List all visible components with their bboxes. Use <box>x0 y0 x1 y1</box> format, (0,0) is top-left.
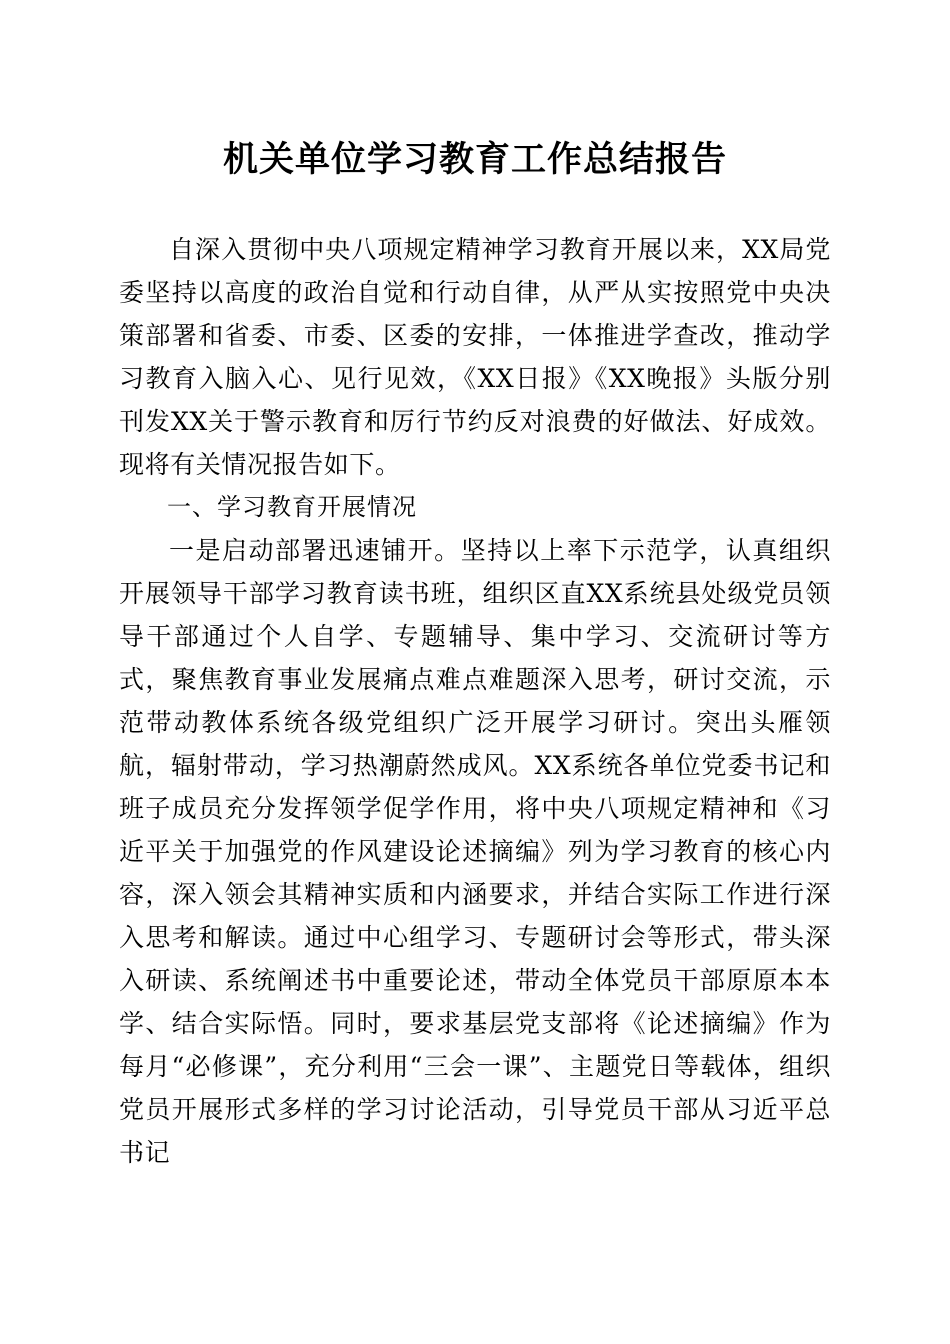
section-body-text: 坚持以上率下示范学，认真组织开展领导干部学习教育读书班，组织区直XX系统县处级党员领导干部通过个人自学、专题辅导、集中学习、交流研讨等方式，聚焦教育事业发展痛点难点难题深入思考，研讨交流，示范带动教体系统各级党组织广泛开展学习研讨。突出头雁领航，辐射带动，学习热潮蔚然成风。XX系统各单位党委书记和班子成员充分发挥领学促学作用，将中央八项规定精神和《习近平关于加强党的作风建设论述摘编》列为学习教育的核心内容，深入领会其精神实质和内涵要求，并结合实际工作进行深入思考和解读。通过中心组学习、专题研讨会等形式，带头深入研读、系统阐述书中重要论述，带动全体党员干部原原本本学、结合实际悟。同时，要求基层党支部将《论述摘编》作为每月“必修课”，充分利用“三会一课”、主题党日等载体，组织党员开展形式多样的学习讨论活动，引导党员干部从习近平总书记 <box>119 536 831 1167</box>
document-title: 机关单位学习教育工作总结报告 <box>222 139 727 180</box>
section-heading: 一、学习教育开展情况 <box>167 493 417 521</box>
section-lead-text: 一是启动部署迅速铺开。 <box>169 536 461 565</box>
intro-paragraph: 自深入贯彻中央八项规定精神学习教育开展以来，XX局党委坚持以高度的政治自觉和行动自律，从严从实按照党中央决策部署和省委、市委、区委的安排，一体推进学查改，推动学习教育入脑入心、见行见效，《XX日报》《XX晚报》头版分别刊发XX关于警示教育和厉行节约反对浪费的好做法、好成效。现将有关情况报告如下。 <box>119 235 831 479</box>
section-paragraph <box>119 529 831 1174</box>
document-body <box>119 228 831 1174</box>
